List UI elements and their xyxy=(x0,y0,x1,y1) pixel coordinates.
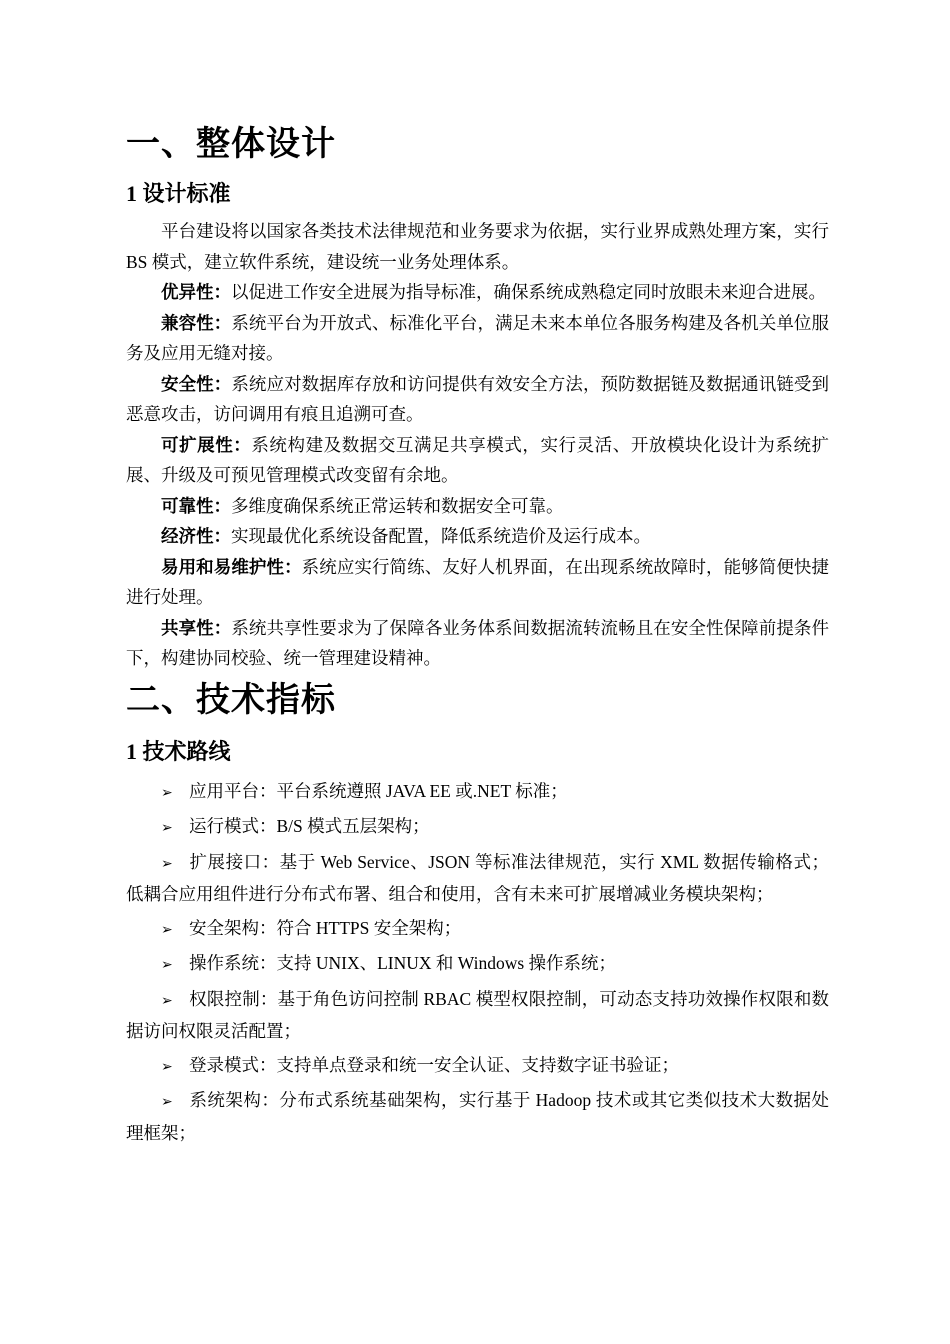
criteria-paragraph xyxy=(126,491,829,522)
criteria-label: 兼容性： xyxy=(161,312,232,333)
criteria-paragraph xyxy=(126,552,829,613)
criteria-paragraph xyxy=(126,430,829,491)
design-criteria-list xyxy=(126,277,829,674)
criteria-paragraph xyxy=(126,369,829,430)
arrow-bullet-icon: ➢ xyxy=(161,992,173,1009)
list-item-text: 应用平台：平台系统遵照 JAVA EE 或.NET 标准； xyxy=(189,780,568,801)
criteria-text: 系统应实行简练、友好人机界面，在出现系统故障时，能够简便快捷进行处理。 xyxy=(126,556,830,607)
list-item xyxy=(126,1050,829,1083)
criteria-label: 可靠性： xyxy=(161,495,231,516)
list-item xyxy=(126,913,829,946)
arrow-bullet-icon: ➢ xyxy=(161,784,173,801)
criteria-text: 系统平台为开放式、标准化平台，满足未来本单位各服务构建及各机关单位服务及应用无缝对接。 xyxy=(126,312,830,363)
arrow-bullet-icon: ➢ xyxy=(161,921,173,938)
list-item xyxy=(126,847,829,910)
criteria-text: 系统共享性要求为了保障各业务体系间数据流转流畅且在安全性保障前提条件下，构建协同校验、统一管理建设精神。 xyxy=(126,617,830,668)
list-item-text: 操作系统：支持 UNIX、LINUX 和 Windows 操作系统； xyxy=(189,953,617,973)
list-item-text: 登录模式：支持单点登录和统一安全认证、支持数字证书验证； xyxy=(189,1054,679,1075)
subheading-design-standards: 1 设计标准 xyxy=(126,181,231,206)
criteria-label: 可扩展性： xyxy=(161,434,252,455)
criteria-text: 多维度确保系统正常运转和数据安全可靠。 xyxy=(231,495,564,516)
arrow-bullet-icon: ➢ xyxy=(161,1058,173,1075)
criteria-paragraph xyxy=(126,613,829,674)
list-item xyxy=(126,984,829,1047)
criteria-text: 以促进工作安全进展为指导标准，确保系统成熟稳定同时放眼未来迎合进展。 xyxy=(231,282,826,302)
criteria-label: 经济性： xyxy=(161,526,231,546)
criteria-label: 共享性： xyxy=(161,617,232,638)
arrow-bullet-icon: ➢ xyxy=(161,957,173,973)
criteria-text: 实现最优化系统设备配置，降低系统造价及运行成本。 xyxy=(231,526,651,546)
intro-paragraph: 平台建设将以国家各类技术法律规范和业务要求为依据，实行业界成熟处理方案，实行 BS 模式，建立软件系统，建设统一业务处理体系。 xyxy=(126,221,829,272)
criteria-text: 系统构建及数据交互满足共享模式，实行灵活、开放模块化设计为系统扩展、升级及可预见管理模式改变留有余地。 xyxy=(126,434,830,485)
subheading-technical-route: 1 技术路线 xyxy=(126,738,231,764)
list-item xyxy=(126,948,829,981)
list-item-text: 权限控制：基于角色访问控制 RBAC 模型权限控制，可动态支持功效操作权限和数据访问权限灵活配置； xyxy=(126,988,829,1041)
criteria-paragraph xyxy=(126,308,829,369)
list-item xyxy=(126,776,829,809)
criteria-text: 系统应对数据库存放和访问提供有效安全方法，预防数据链及数据通讯链受到恶意攻击，访问调用有痕且追溯可查。 xyxy=(126,373,830,424)
section-heading-technical-indicators: 二、技术指标 xyxy=(126,681,336,719)
list-item xyxy=(126,1085,829,1148)
arrow-bullet-icon: ➢ xyxy=(161,855,173,872)
criteria-paragraph xyxy=(126,521,829,552)
arrow-bullet-icon: ➢ xyxy=(161,1094,173,1110)
list-item-text: 运行模式：B/S 模式五层架构； xyxy=(189,816,430,836)
section-heading-overall-design: 一、整体设计 xyxy=(126,126,336,163)
list-item xyxy=(126,811,829,844)
list-item-text: 扩展接口：基于 Web Service、JSON 等标准法律规范，实行 XML 数据传输格式；低耦合应用组件进行分布式布署、组合和使用，含有未来可扩展增减业务模块架构； xyxy=(126,851,829,904)
document-page xyxy=(126,118,829,1151)
arrow-bullet-icon: ➢ xyxy=(161,820,173,836)
list-item-text: 系统架构：分布式系统基础架构，实行基于 Hadoop 技术或其它类似技术大数据处理框架； xyxy=(126,1090,829,1143)
criteria-paragraph xyxy=(126,277,829,308)
criteria-label: 易用和易维护性： xyxy=(161,556,302,577)
criteria-label: 优异性： xyxy=(161,282,231,302)
technical-route-list xyxy=(126,776,829,1149)
list-item-text: 安全架构：符合 HTTPS 安全架构； xyxy=(189,917,462,938)
criteria-label: 安全性： xyxy=(161,373,232,394)
